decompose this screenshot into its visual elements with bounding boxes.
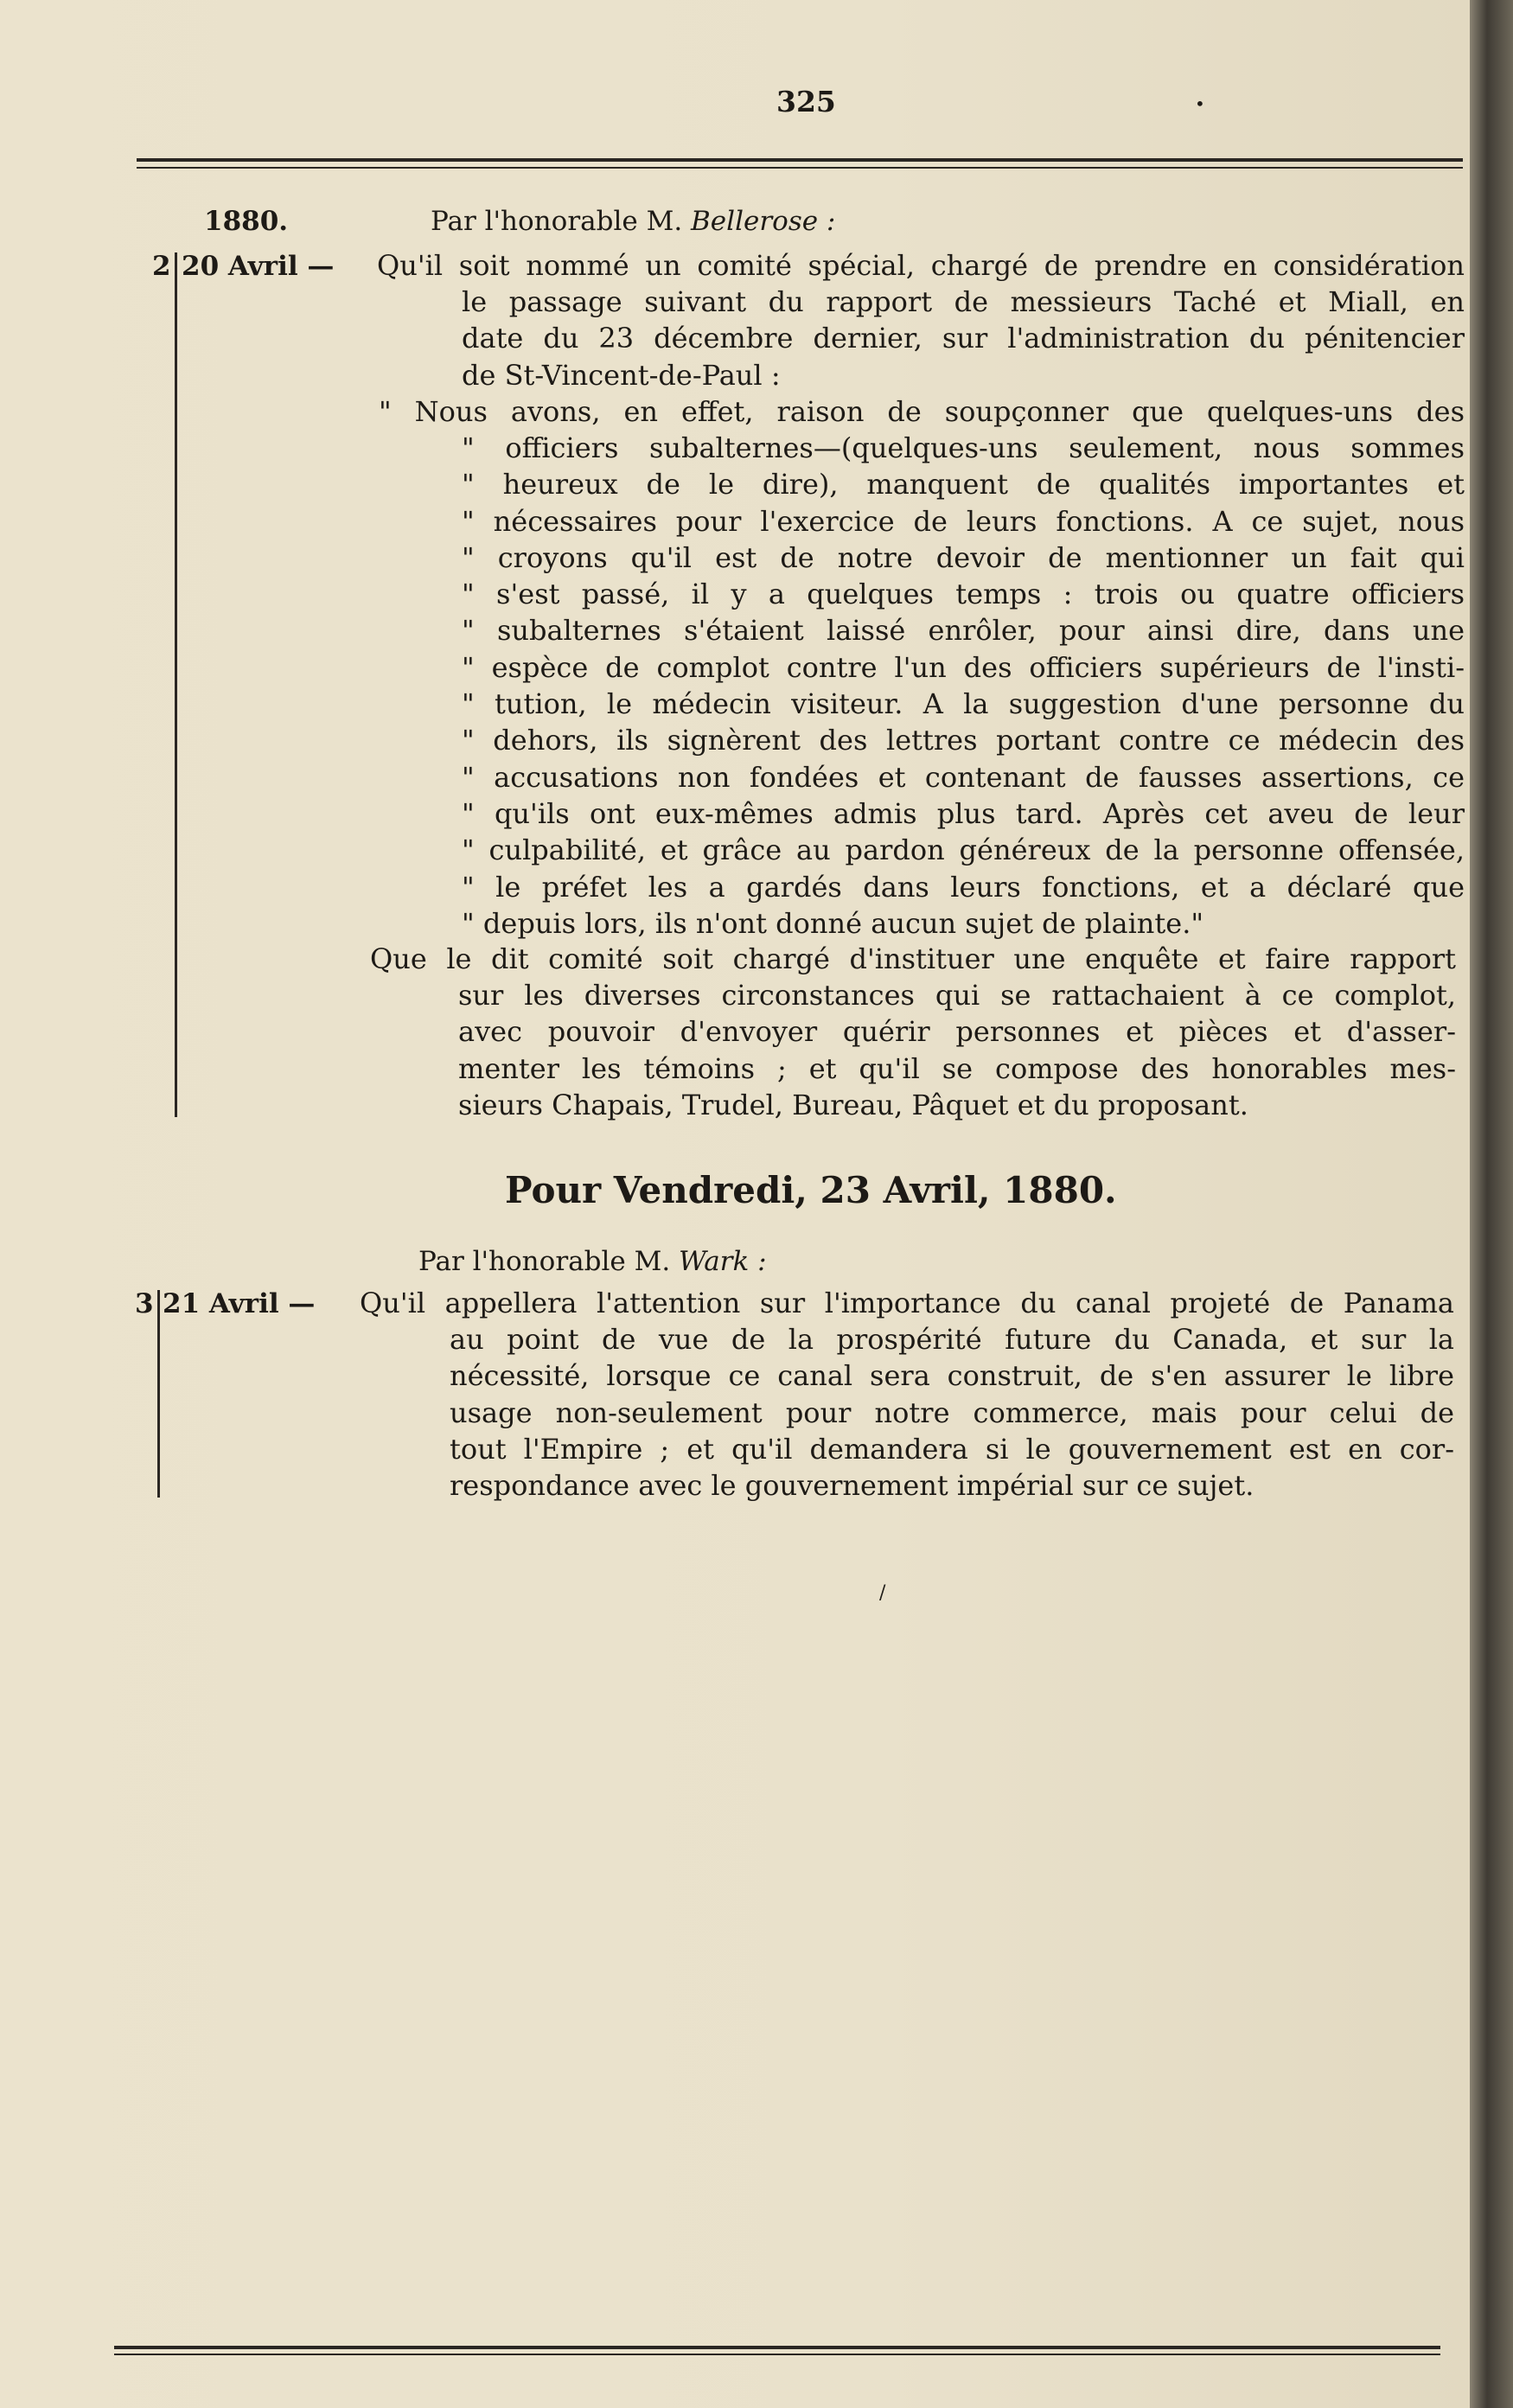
text-line: menter les témoins ; et qu'il se compose des honorables mes- <box>458 1051 1456 1085</box>
mover-name: Wark : <box>679 1246 767 1277</box>
margin-bar <box>175 252 177 1117</box>
text-line: date du 23 décembre dernier, sur l'administration du pénitencier <box>462 322 1465 355</box>
text-line: sieurs Chapais, Trudel, Bureau, Pâquet et du proposant. <box>458 1088 1248 1121</box>
margin-bar <box>157 1290 160 1498</box>
bottom-rule-thin <box>114 2354 1440 2355</box>
text-line: usage non-seulement pour notre commerce, mais pour celui de <box>450 1396 1454 1429</box>
page-number: 325 <box>776 85 836 118</box>
closing-paragraph-cont <box>458 977 1456 1123</box>
text-line: Que le dit comité soit chargé d'instituer une enquête et faire rapport <box>370 942 1456 975</box>
text-line: tout l'Empire ; et qu'il demandera si le gouvernement est en cor- <box>450 1432 1454 1466</box>
quote-line: " heureux de le dire), manquent de qualités importantes et <box>462 468 1465 501</box>
ink-dot: • <box>1195 93 1205 114</box>
entry-date: 21 Avril — <box>163 1288 316 1319</box>
text-line: Qu'il soit nommé un comité spécial, chargé de prendre en considération <box>377 249 1465 282</box>
top-rule <box>137 158 1463 162</box>
quote-line: " subalternes s'étaient laissé enrôler, pour ainsi dire, dans une <box>462 614 1465 648</box>
entry-date: 20 Avril — <box>182 251 335 282</box>
text-line: avec pouvoir d'envoyer quérir personnes et pièces et d'asser- <box>458 1015 1456 1049</box>
session-year: 1880. <box>204 206 289 237</box>
text-line: le passage suivant du rapport de messieurs Taché et Miall, en <box>462 285 1465 318</box>
entry-number: 3 <box>135 1288 154 1319</box>
motion-intro-cont <box>462 284 1465 393</box>
quote-line: " le préfet les a gardés dans leurs fonctions, et a déclaré que <box>462 870 1465 904</box>
quote-line: " nécessaires pour l'exercice de leurs fonctions. A ce sujet, nous <box>462 504 1465 538</box>
quote-line: " depuis lors, ils n'ont donné aucun sujet de plainte." <box>462 906 1204 940</box>
quote-line: " tution, le médecin visiteur. A la suggestion d'une personne du <box>462 687 1465 721</box>
quote-line: " Nous avons, en effet, raison de soupçonner que quelques-uns des <box>379 395 1465 428</box>
mover-line <box>418 1246 767 1277</box>
quote-line: " s'est passé, il y a quelques temps : trois ou quatre officiers <box>462 578 1465 611</box>
mover-prefix: Par l'honorable M. <box>418 1246 680 1277</box>
quote-line: " accusations non fondées et contenant de fausses assertions, ce <box>462 760 1465 794</box>
entry-number: 2 <box>152 251 171 282</box>
text-line: Qu'il appellera l'attention sur l'importance du canal projeté de Panama <box>360 1287 1454 1319</box>
quoted-passage-cont <box>462 430 1465 942</box>
quoted-passage <box>379 393 1465 430</box>
quote-line: " dehors, ils signèrent des lettres portant contre ce médecin des <box>462 724 1465 757</box>
quote-line: " qu'ils ont eux-mêmes admis plus tard. Après cet aveu de leur <box>462 796 1465 830</box>
quote-line: " espèce de complot contre l'un des officiers supérieurs de l'insti- <box>462 650 1465 684</box>
ink-mark: / <box>879 1582 886 1604</box>
top-rule-thin <box>137 167 1463 169</box>
text-line: sur les diverses circonstances qui se rattachaient à ce complot, <box>458 979 1456 1012</box>
quote-line: " officiers subalternes—(quelques-uns seulement, nous sommes <box>462 431 1465 464</box>
motion-intro <box>377 247 1465 284</box>
text-line: nécessité, lorsque ce canal sera construit, de s'en assurer le libre <box>450 1359 1454 1393</box>
quote-line: " culpabilité, et grâce au pardon généreux de la personne offensée, <box>462 834 1465 867</box>
section-heading: Pour Vendredi, 23 Avril, 1880. <box>505 1169 1117 1211</box>
book-spine <box>1470 0 1513 2408</box>
text-line: de St-Vincent-de-Paul : <box>462 358 781 392</box>
motion-text <box>360 1285 1454 1321</box>
mover-name: Bellerose : <box>691 206 836 237</box>
motion-text-cont <box>450 1321 1454 1504</box>
text-line: respondance avec le gouvernement impérial sur ce sujet. <box>450 1469 1254 1503</box>
quote-line: " croyons qu'il est de notre devoir de mentionner un fait qui <box>462 540 1465 574</box>
mover-line <box>431 206 835 237</box>
closing-paragraph <box>370 941 1456 977</box>
bottom-rule <box>114 2346 1440 2349</box>
mover-prefix: Par l'honorable M. <box>431 206 692 237</box>
text-line: au point de vue de la prospérité future du Canada, et sur la <box>450 1323 1454 1356</box>
